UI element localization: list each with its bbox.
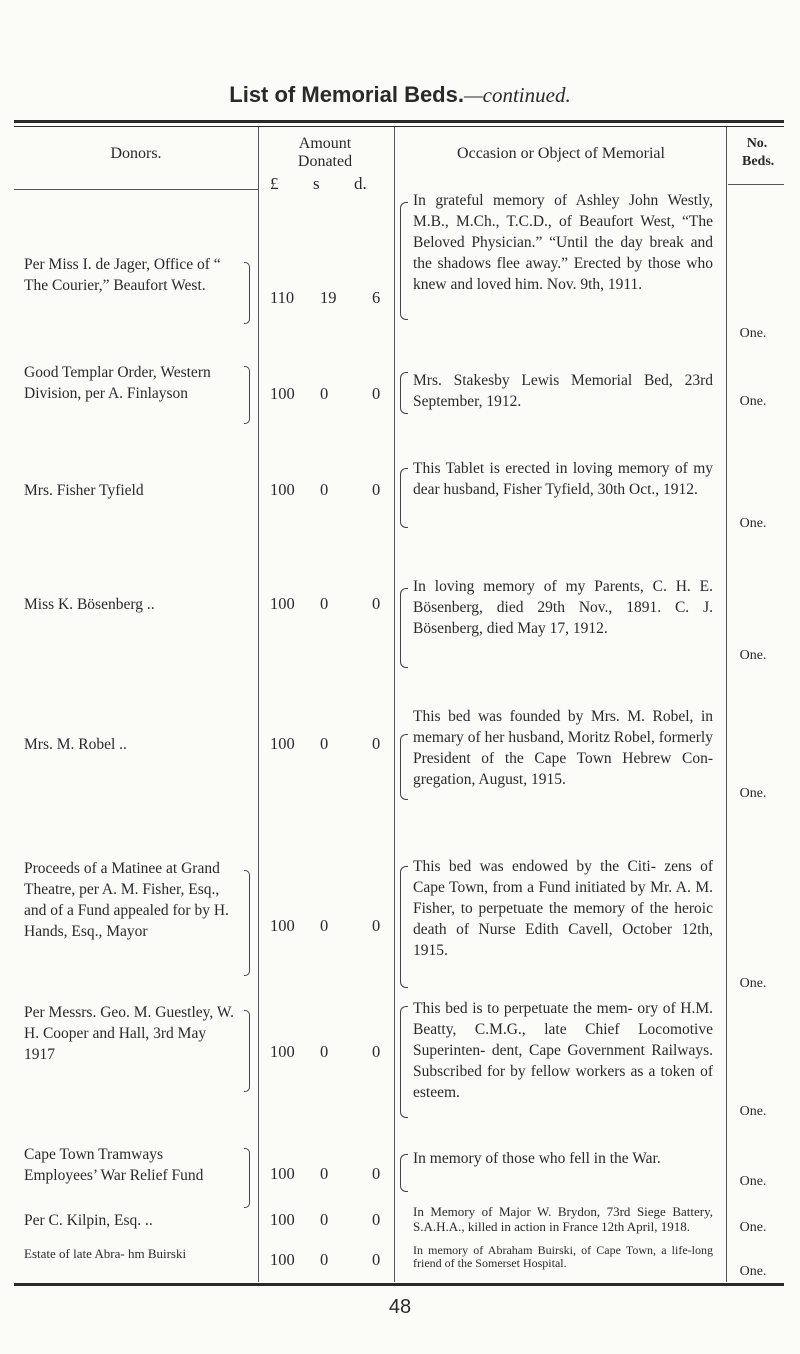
amount-shillings: 0 <box>320 480 329 499</box>
donor-cell: Per Miss I. de Jager, Office of “ The Courier,” Beaufort West. <box>24 256 221 294</box>
donor-cell: Proceeds of a Matinee at Grand Theatre, per A. M. Fisher, Esq., and of a Fund appealed for by H. Hands, Esq., Mayor <box>24 860 229 940</box>
header-beds: No. Beds. <box>742 136 775 169</box>
donor-cell: Good Templar Order, Western Division, per A. Finlayson <box>24 364 211 402</box>
right-brace <box>244 262 250 324</box>
left-brace <box>400 734 408 800</box>
amount-pence: 0 <box>372 384 381 403</box>
donor-cell: Mrs. M. Robel .. <box>24 736 127 753</box>
header-amount: Amount Donated <box>297 135 353 170</box>
column-divider <box>394 127 395 1282</box>
amount-pence: 0 <box>372 1210 381 1229</box>
shillings-symbol: s <box>313 174 320 193</box>
beds-cell: One. <box>739 516 767 531</box>
amount-pence: 6 <box>372 288 381 307</box>
amount-shillings: 0 <box>320 384 329 403</box>
donor-cell: Cape Town Tramways Employees’ War Relief Fund <box>24 1146 204 1184</box>
beds-cell: One. <box>739 1220 767 1235</box>
amount-pence: 0 <box>372 1250 381 1269</box>
occasion-cell: In memory of Abraham Buirski, of Cape Town, a life-long friend of the Somerset Hospital. <box>413 1243 713 1270</box>
top-rule-thin <box>14 126 784 127</box>
occasion-cell: This bed is to perpetuate the mem- ory of H.M. Beatty, C.M.G., late Chief Locomotive Superinten- dent, Cape Government Railways. Subscribed for by fellow workers as a token of esteem. <box>413 1000 713 1101</box>
right-brace <box>244 870 250 976</box>
amount-shillings: 0 <box>320 1164 329 1183</box>
amount-pounds: 100 <box>270 594 295 613</box>
occasion-cell: In Memory of Major W. Brydon, 73rd Siege Battery, S.A.H.A., killed in action in France 12th April, 1918. <box>413 1204 713 1234</box>
amount-shillings: 19 <box>320 288 337 307</box>
pounds-symbol: £ <box>270 174 279 193</box>
donor-cell: Per Messrs. Geo. M. Guestley, W. H. Cooper and Hall, 3rd May 1917 <box>24 1004 234 1063</box>
header-underline-beds <box>728 184 784 185</box>
donor-cell: Estate of late Abra- hm Buirski <box>24 1246 187 1261</box>
occasion-cell: This Tablet is erected in loving memory of my dear husband, Fisher Tyfield, 30th Oct., 1912. <box>413 460 713 498</box>
amount-pence: 0 <box>372 1164 381 1183</box>
amount-pounds: 100 <box>270 734 295 753</box>
header-donors: Donors. <box>110 145 162 162</box>
beds-cell: One. <box>739 786 767 801</box>
bottom-rule <box>14 1283 784 1286</box>
amount-shillings: 0 <box>320 1210 329 1229</box>
amount-pounds: 100 <box>270 384 295 403</box>
occasion-cell: Mrs. Stakesby Lewis Memorial Bed, 23rd September, 1912. <box>413 372 713 410</box>
amount-pounds: 100 <box>270 1250 295 1269</box>
amount-shillings: 0 <box>320 916 329 935</box>
beds-cell: One. <box>739 976 767 991</box>
amount-pence: 0 <box>372 1042 381 1061</box>
right-brace <box>244 1148 250 1208</box>
page-number: 48 <box>388 1296 412 1318</box>
occasion-cell: This bed was endowed by the Citi- zens of Cape Town, from a Fund initiated by Mr. A. M. Fisher, to perpetuate the memory of the heroic death of Nurse Edith Cavell, October 12th, 1915. <box>413 858 713 959</box>
amount-pounds: 100 <box>270 1164 295 1183</box>
left-brace <box>400 1006 408 1118</box>
amount-pence: 0 <box>372 480 381 499</box>
left-brace <box>400 372 408 414</box>
header-underline <box>14 189 258 190</box>
top-rule-thick <box>14 120 784 123</box>
title-main: List of Memorial Beds. <box>229 82 464 107</box>
column-divider <box>258 127 259 1282</box>
beds-cell: One. <box>739 394 767 409</box>
amount-pence: 0 <box>372 734 381 753</box>
occasion-cell: In memory of those who fell in the War. <box>413 1150 661 1167</box>
donor-cell: Miss K. Bösenberg .. <box>24 596 155 613</box>
page-title <box>0 82 800 108</box>
title-continued: —continued. <box>463 83 571 107</box>
occasion-cell: In loving memory of my Parents, C. H. E. Bösenberg, died 29th Nov., 1891. C. J. Bösenberg, died May 17, 1912. <box>413 578 713 637</box>
beds-cell: One. <box>739 1264 767 1279</box>
beds-cell: One. <box>739 1104 767 1119</box>
donor-cell: Mrs. Fisher Tyfield <box>24 482 144 499</box>
beds-cell: One. <box>739 648 767 663</box>
left-brace <box>400 1154 408 1192</box>
header-occasion: Occasion or Object of Memorial <box>457 145 665 162</box>
donor-cell: Per C. Kilpin, Esq. .. <box>24 1212 153 1229</box>
amount-shillings: 0 <box>320 1250 329 1269</box>
amount-pounds: 100 <box>270 1210 295 1229</box>
occasion-cell: This bed was founded by Mrs. M. Robel, in memary of her husband, Moritz Robel, formerly President of the Cape Town Hebrew Con- gregation, August, 1915. <box>413 708 713 788</box>
left-brace <box>400 866 408 988</box>
beds-cell: One. <box>739 1174 767 1189</box>
amount-pounds: 100 <box>270 480 295 499</box>
amount-pence: 0 <box>372 594 381 613</box>
amount-shillings: 0 <box>320 1042 329 1061</box>
amount-pounds: 100 <box>270 1042 295 1061</box>
amount-pounds: 110 <box>270 288 295 307</box>
amount-pounds: 100 <box>270 916 295 935</box>
right-brace <box>244 366 250 424</box>
amount-pence: 0 <box>372 916 381 935</box>
pence-symbol: d. <box>354 174 367 193</box>
beds-cell: One. <box>739 326 767 341</box>
left-brace <box>400 588 408 668</box>
left-brace <box>400 202 408 320</box>
amount-shillings: 0 <box>320 734 329 753</box>
left-brace <box>400 468 408 528</box>
occasion-cell: In grateful memory of Ashley John Westly, M.B., M.Ch., T.C.D., of Beaufort West, “The Beloved Physician.” “Until the day break and the shadows flee away.” Erected by those who knew and loved him. Nov. 9th, 1911. <box>413 192 713 293</box>
right-brace <box>244 1010 250 1092</box>
amount-shillings: 0 <box>320 594 329 613</box>
